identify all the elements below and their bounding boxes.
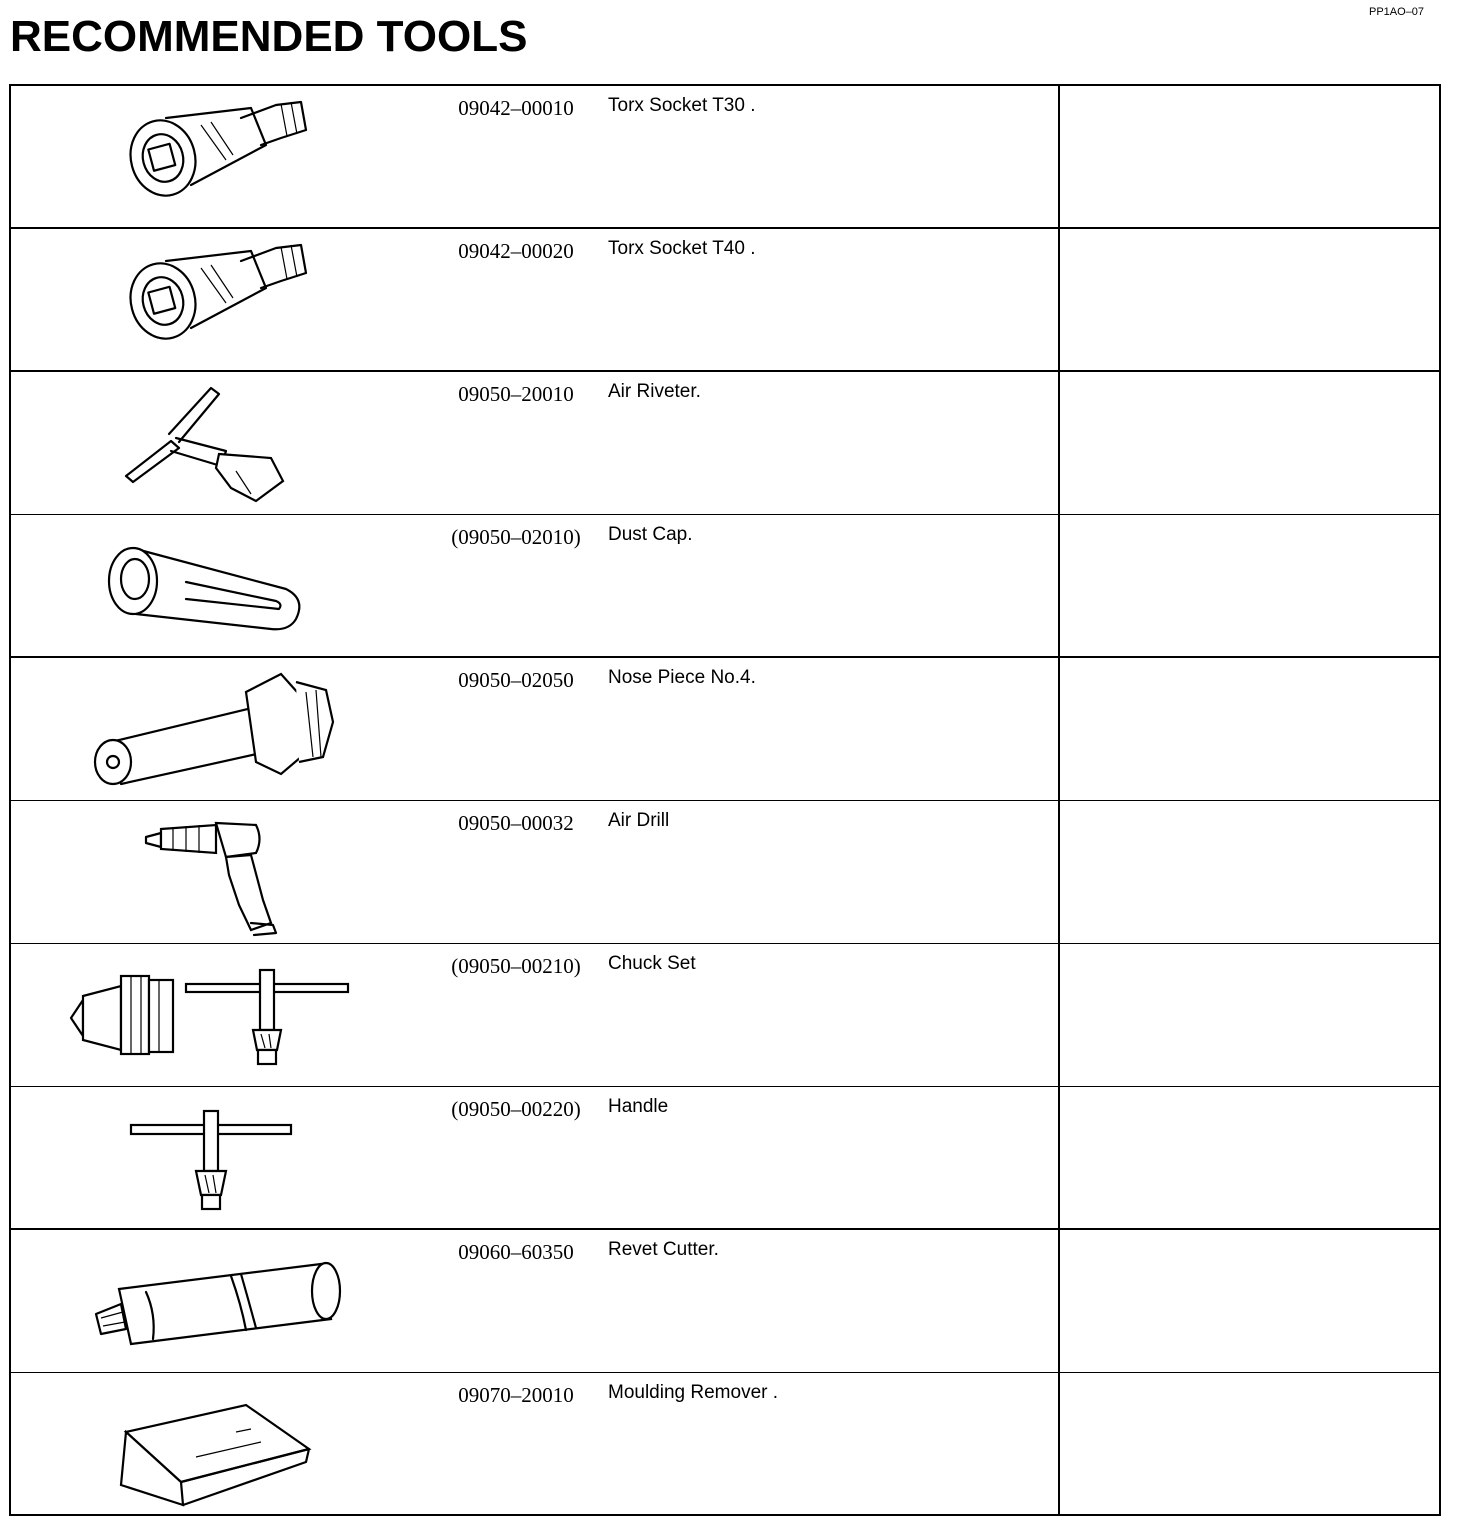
column-divider: [1058, 801, 1060, 943]
tool-name: Handle: [608, 1096, 669, 1117]
part-number: (09050–02010): [451, 525, 581, 549]
tool-name: Air Riveter.: [608, 381, 701, 402]
part-number: 09042–00020: [458, 239, 574, 263]
column-divider: [1058, 944, 1060, 1086]
tool-name: Nose Piece No.4.: [608, 667, 756, 688]
column-divider: [1058, 229, 1060, 370]
column-divider: [1058, 658, 1060, 800]
air-drill-icon: [51, 805, 411, 940]
page-title: RECOMMENDED TOOLS: [10, 12, 528, 61]
tool-row: [11, 86, 1439, 229]
torx-socket-icon: [51, 90, 411, 225]
page-code: PP1AO–07: [1369, 6, 1425, 18]
column-divider: [1058, 372, 1060, 514]
part-number: (09050–00220): [451, 1097, 581, 1121]
part-number: (09050–00210): [451, 954, 581, 978]
tool-name: Chuck Set: [608, 953, 696, 974]
part-number: 09060–60350: [458, 1240, 574, 1264]
part-number: 09050–02050: [458, 668, 574, 692]
column-divider: [1058, 1230, 1060, 1372]
tool-name: Torx Socket T40 .: [608, 238, 756, 259]
tool-name: Torx Socket T30 .: [608, 95, 756, 116]
tool-row: [11, 801, 1439, 944]
torx-socket-icon: [51, 233, 411, 368]
column-divider: [1058, 86, 1060, 227]
tool-row: [11, 944, 1439, 1087]
tool-name: Air Drill: [608, 810, 670, 831]
tool-row: [11, 1373, 1439, 1516]
tool-row: [11, 1230, 1439, 1373]
column-divider: [1058, 1373, 1060, 1516]
part-number: 09050–20010: [458, 382, 574, 406]
dust-cap-icon: [51, 519, 411, 654]
tool-row: [11, 372, 1439, 515]
tool-row: [11, 229, 1439, 372]
tool-name: Dust Cap.: [608, 524, 693, 545]
handle-icon: [51, 1091, 411, 1226]
air-riveter-icon: [51, 376, 411, 511]
tool-row: [11, 658, 1439, 801]
tool-name: Moulding Remover .: [608, 1382, 779, 1403]
column-divider: [1058, 515, 1060, 656]
tool-name: Revet Cutter.: [608, 1239, 719, 1260]
tool-row: [11, 515, 1439, 658]
tools-table: [9, 84, 1441, 1516]
rivet-cutter-icon: [51, 1234, 411, 1369]
chuck-set-icon: [51, 948, 411, 1083]
tool-row: [11, 1087, 1439, 1230]
column-divider: [1058, 1087, 1060, 1228]
part-number: 09050–00032: [458, 811, 574, 835]
part-number: 09042–00010: [458, 96, 574, 120]
part-number: 09070–20010: [458, 1383, 574, 1407]
moulding-remover-icon: [51, 1377, 411, 1512]
nose-piece-icon: [51, 662, 411, 797]
